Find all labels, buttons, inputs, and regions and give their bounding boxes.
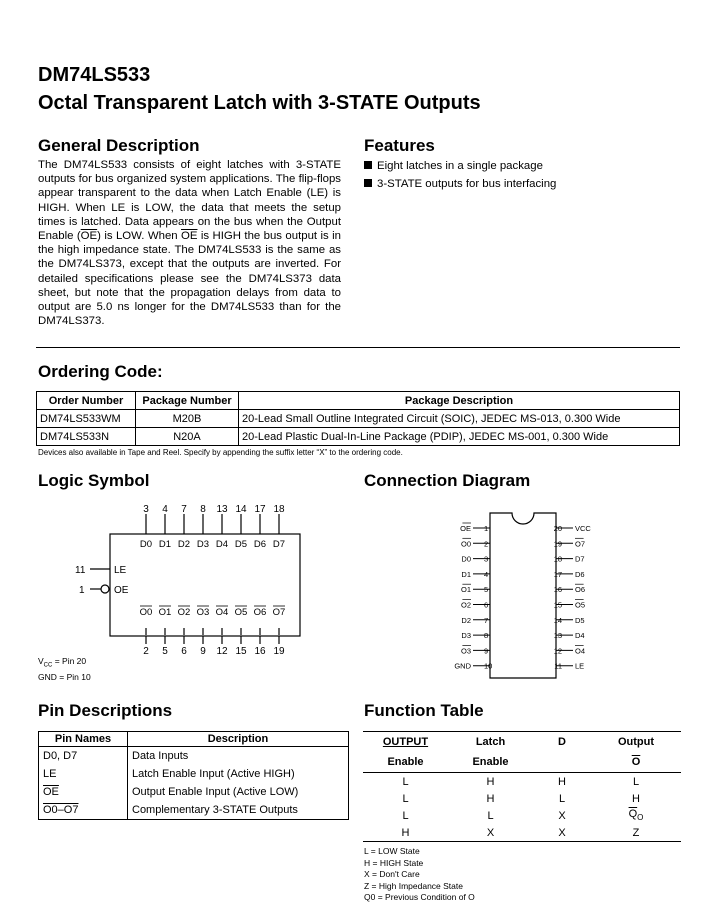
table-row (39, 747, 349, 766)
table-row (39, 801, 349, 820)
le-pin-number: 11 (75, 565, 86, 576)
pin-signal-name: D5 (575, 615, 585, 625)
table-cell: L (402, 809, 409, 822)
pin-signal-name: O3 (460, 646, 471, 656)
pin-number: 3 (484, 554, 489, 564)
dip-package-outline (490, 513, 556, 678)
pin-number: 6 (484, 600, 489, 610)
ordering-code-heading: Ordering Code: (38, 362, 163, 381)
pin-number: 15 (553, 600, 562, 610)
pin-signal-name: O2 (460, 600, 471, 610)
table-header-row (37, 392, 680, 410)
pin-signal-name: D1 (461, 569, 471, 579)
table-cell: L (558, 792, 566, 805)
function-table-heading: Function Table (364, 701, 484, 720)
pin-number: 20 (553, 524, 562, 533)
legend-item: Q0 = Previous Condition of O (364, 892, 475, 902)
table-cell: L (402, 775, 409, 788)
table-row (39, 783, 349, 801)
pin-number: 1 (484, 524, 489, 533)
general-description-heading: General Description (38, 136, 200, 155)
table-cell: X (533, 824, 591, 842)
pin-number: 13 (216, 504, 228, 515)
legend-item: L = LOW State (364, 846, 420, 856)
data-input-label: D1 (158, 539, 172, 550)
table-header-row (363, 752, 681, 773)
pin-signal-name: O7 (575, 539, 586, 549)
pin-number: 4 (162, 504, 168, 515)
table-cell: H (558, 775, 566, 788)
package-number: N20A (136, 428, 239, 446)
connection-diagram-heading: Connection Diagram (364, 471, 531, 490)
pin-number: 10 (484, 661, 493, 671)
output-label: O7 (272, 607, 286, 618)
pin-number: 8 (484, 631, 489, 641)
table-row (363, 790, 681, 807)
pin-number: 11 (554, 661, 562, 671)
column-header: Output (591, 732, 681, 753)
legend-item: Z = High Impedance State (364, 880, 463, 891)
table-row (363, 773, 681, 791)
vcc-note: $V_{CC}$ = Pin 20 (38, 656, 87, 669)
column-header: Enable (448, 752, 533, 773)
pin-description: Output Enable Input (Active LOW) (128, 783, 349, 801)
logic-symbol-diagram (60, 500, 340, 660)
pin-signal-name: GND (454, 661, 471, 671)
legend-item: H = HIGH State (364, 857, 424, 868)
pin-number: 16 (553, 585, 562, 595)
column-header: Package Description (239, 392, 680, 410)
table-cell: H (486, 792, 495, 805)
table-cell: $\overline{Q}_O$ (628, 808, 644, 823)
pin-signal-name: D2 (461, 615, 471, 625)
oe-label: OE (114, 585, 129, 596)
pin-number: 16 (254, 646, 266, 657)
pin-description: Data Inputs (128, 747, 349, 766)
pin-number: 2 (484, 539, 489, 549)
function-table (363, 731, 681, 842)
pin-number: 9 (200, 646, 206, 657)
bullet-icon (364, 161, 372, 169)
pin-name: $\overline{OE}$ (39, 783, 128, 801)
table-cell: X (448, 824, 533, 842)
pin-number: 2 (143, 646, 149, 657)
output-label: O0 (139, 607, 153, 618)
table-row (363, 807, 681, 824)
pin-signal-name: O4 (575, 646, 586, 656)
section-divider (36, 347, 680, 348)
data-input-label: D4 (215, 539, 229, 550)
pin-signal-name: VCC (575, 524, 591, 533)
order-number: DM74LS533N (37, 428, 136, 446)
pin-signal-name: D0 (461, 554, 471, 564)
pin-number: 12 (216, 646, 228, 657)
pin-descriptions-heading: Pin Descriptions (38, 701, 173, 720)
column-header: D (533, 732, 591, 753)
pin-signal-name: LE (575, 661, 585, 671)
pin-number: 6 (181, 646, 187, 657)
data-input-label: D6 (253, 539, 267, 550)
column-header: Latch (448, 732, 533, 753)
pin-number: 7 (181, 504, 187, 515)
pin-number: 4 (484, 569, 489, 579)
output-label: O2 (177, 607, 191, 618)
data-input-label: D0 (139, 539, 153, 550)
pin-signal-name: O1 (460, 585, 471, 595)
data-input-label: D2 (177, 539, 191, 550)
ordering-code-table (36, 391, 680, 446)
pin-signal-name: OE (460, 524, 471, 533)
pin-number: 8 (200, 504, 206, 515)
pin-number: 19 (273, 646, 285, 657)
gnd-note: GND = Pin 10 (38, 672, 91, 682)
pin-number: 18 (273, 504, 285, 515)
connection-diagram (440, 510, 610, 680)
column-header: OUTPUT (363, 732, 448, 753)
function-table-legend (364, 846, 475, 904)
pin-number: 17 (553, 569, 562, 579)
logic-symbol-heading: Logic Symbol (38, 471, 150, 490)
output-label: O3 (196, 607, 210, 618)
pin-number: 17 (254, 504, 266, 515)
pin-descriptions-table (38, 731, 349, 820)
pin-signal-name: D7 (575, 554, 585, 564)
oe-pin-number: 1 (79, 585, 85, 596)
table-cell: L (402, 792, 409, 805)
table-cell: H (363, 824, 448, 842)
output-label: O6 (253, 607, 267, 618)
legend-item: X = Don't Care (364, 869, 420, 879)
features-heading: Features (364, 136, 435, 155)
table-cell: X (558, 809, 566, 822)
part-number: DM74LS533 (38, 64, 151, 86)
ordering-note: Devices also available in Tape and Reel. Specify by appending the suffix letter “X” to the ordering code. (38, 448, 403, 457)
bullet-icon (364, 179, 372, 187)
feature-item: 3-STATE outputs for bus interfacing (364, 178, 556, 190)
pin-signal-name: O6 (575, 585, 586, 595)
package-description: 20-Lead Small Outline Integrated Circuit (SOIC), JEDEC MS-013, 0.300 Wide (239, 410, 680, 428)
table-cell: L (632, 775, 640, 788)
pin-number: 5 (484, 585, 489, 595)
pin-signal-name: D6 (575, 569, 585, 579)
pin-number: 14 (235, 504, 247, 515)
pin-number: 12 (553, 646, 562, 656)
output-label: O1 (158, 607, 172, 618)
table-row (37, 410, 680, 428)
pin-name: O0–O7 (39, 801, 128, 820)
data-input-label: D5 (234, 539, 248, 550)
table-cell: Z (591, 824, 681, 842)
pin-number: 5 (162, 646, 168, 657)
table-row (37, 428, 680, 446)
pin-signal-name: D3 (461, 631, 471, 641)
pin-name: LE (39, 765, 128, 783)
column-header: Order Number (37, 392, 136, 410)
pin-signal-name: O0 (460, 539, 471, 549)
pin-number: 18 (553, 554, 562, 564)
pin-description: Complementary 3-STATE Outputs (128, 801, 349, 820)
data-input-label: D3 (196, 539, 210, 550)
pin-number: 14 (553, 615, 562, 625)
pin-signal-name: D4 (575, 631, 585, 641)
table-cell: L (487, 809, 494, 822)
output-label: O5 (234, 607, 248, 618)
output-label: O4 (215, 607, 229, 618)
pin-signal-name: O5 (575, 600, 586, 610)
pin-name: D0, D7 (39, 747, 128, 766)
column-header: $\overline{O}$ (591, 752, 681, 773)
pin-description: Latch Enable Input (Active HIGH) (128, 765, 349, 783)
column-header (533, 752, 591, 773)
le-label: LE (114, 565, 127, 576)
pin-number: 15 (235, 646, 247, 657)
pin-number: 19 (553, 539, 562, 549)
column-header: Package Number (136, 392, 239, 410)
column-header: Description (128, 732, 349, 747)
table-row (363, 824, 681, 842)
pin-number: 9 (484, 646, 489, 656)
table-cell: H (632, 792, 640, 805)
pin-number: 7 (484, 615, 489, 625)
table-header-row (363, 732, 681, 753)
general-description-text: The DM74LS533 consists of eight latches with 3-STATE outputs for bus organized system applications. The flip-flops appear transparent to the data when Latch Enable (LE) is HIGH. When LE is LOW, the data that meets the setup times is latched. Data appears on the bus when the Output Enable $(\overline{OE})$ is LOW. When $\overline{OE}$ is HIGH the bus output is in the high impedance state. The DM74LS533 is the same as the DM74LS373, except that the outputs are inverted. For detailed specifications please see the DM74LS373 data sheet, but note that the propagation delays from data to output are 5.0 ns longer for the DM74LS533 than for the DM74LS373. (38, 159, 341, 328)
table-header-row (39, 732, 349, 747)
pin-number: 3 (143, 504, 149, 515)
inversion-bubble-icon (101, 585, 109, 593)
column-header: Pin Names (39, 732, 128, 747)
data-input-label: D7 (272, 539, 286, 550)
order-number: DM74LS533WM (37, 410, 136, 428)
column-header: Enable (363, 752, 448, 773)
document-title: Octal Transparent Latch with 3-STATE Outputs (38, 92, 481, 114)
table-cell: H (486, 775, 495, 788)
feature-item: Eight latches in a single package (364, 160, 543, 172)
pin-number: 13 (553, 631, 562, 641)
table-row (39, 765, 349, 783)
package-number: M20B (136, 410, 239, 428)
package-description: 20-Lead Plastic Dual-In-Line Package (PDIP), JEDEC MS-001, 0.300 Wide (239, 428, 680, 446)
